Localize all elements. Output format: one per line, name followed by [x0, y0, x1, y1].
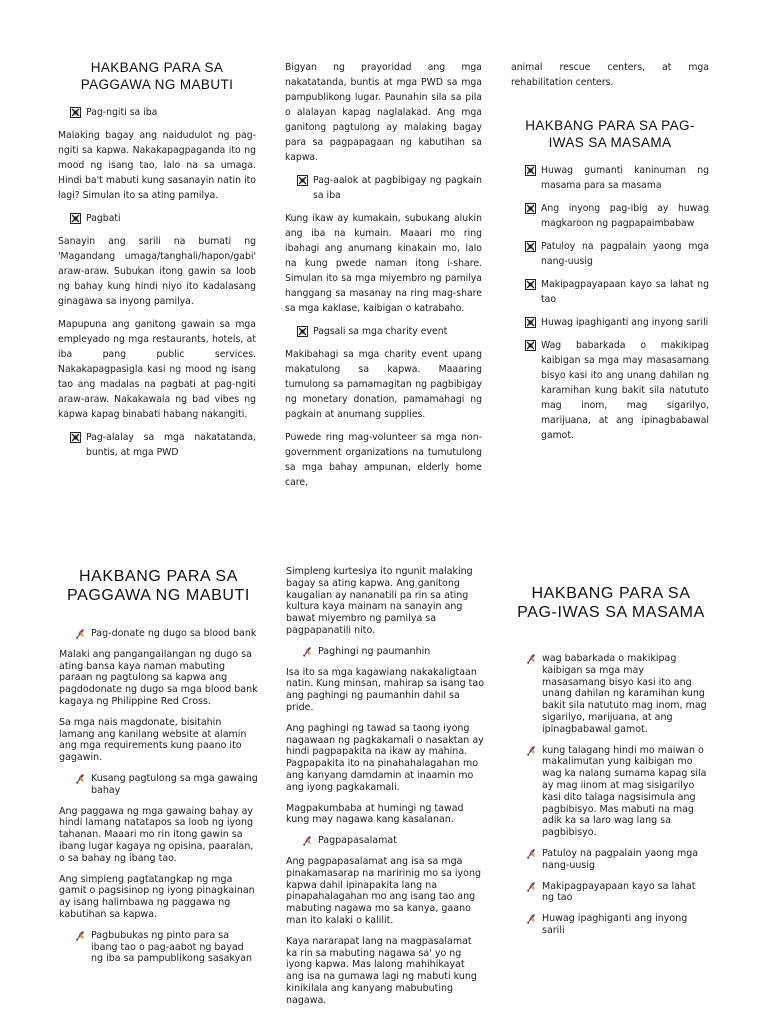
pen-nib-icon [75, 930, 86, 941]
list-item: Wag babarkada o makikipag kaibigan sa mga may masasamang bisyo kasi ito ang unang dahilan ng karamihan kung bakit sila natututo mag inom, mag sigarilyo, marijuana, at ang ipinagbabawal gamot. [525, 338, 709, 443]
bottom-left-column [59, 567, 258, 974]
paragraph: Makibahagi sa mga charity event upang makatulong sa kapwa. Maaaring tumulong sa pamamagitan ng pagbibigay ng monetary donation, pamamahagi ng pagkain at anumang supplies. [285, 349, 482, 420]
list-item: Pag-aalok at pagbibigay ng pagkain sa iba [297, 173, 482, 203]
heading-paggawa-ng-mabuti: HAKBANG PARA SA PAGGAWA NG MABUTI [67, 568, 250, 604]
pen-nib-icon [526, 848, 537, 859]
paragraph: Sa mga nais magdonate, bisitahin lamang ang kanilang website at alamin ang mga requirements kung paano ito gagawin. [59, 716, 247, 764]
heading-pag-iwas-sa-masama: HAKBANG PARA SA PAG-IWAS SA MASAMA [525, 118, 695, 150]
paragraph: Simpleng kurtesiya ito ngunit malaking bagay sa ating kapwa. Ang ganitong kaugalian ay nananatili pa rin sa ating kultura kaya mainam na sanayin ang bawat miyembro ng pamilya sa pagpapanatili nito. [286, 566, 473, 636]
paragraph: Sanayin ang sarili na bumati ng 'Magandang umaga/tanghali/hapon/gabi' araw-araw. Subukan itong gawin sa loob ng bahay kung hindi niyo ito kadalasang ginagawa sa inyong pamilya. [58, 236, 256, 307]
flag-square-icon [525, 165, 536, 176]
pen-nib-icon [302, 835, 313, 846]
list-item: Paghingi ng paumanhin [302, 646, 484, 658]
list-item: Pag-alalay sa mga nakatatanda, buntis, at mga PWD [70, 430, 256, 460]
flag-square-icon [525, 279, 536, 290]
flag-square-icon [70, 213, 81, 224]
list-item: Pagpapasalamat [302, 835, 484, 847]
list-item: kung talagang hindi mo maiwan o makalimutan yung kaibigan mo wag ka nalang sumama kapag sila ay mag iinom at mag sisigarilyo kasi dito talaga nagsisimula ang pagbibisyo. Mas mabuti na mag adik ka sa laro wag lang sa pagbibisyo. [526, 745, 710, 839]
paragraph: Malaki ang pangangailangan ng dugo sa ating bansa kaya naman mabuting paraan ng pagtulong sa kapwa ang pagdodonate ng dugo sa mga blood bank kagaya ng Philippine Red Cross. [59, 648, 258, 707]
list-item: Huwag ipaghiganti ang inyong sarili [525, 315, 709, 330]
flag-square-icon [525, 340, 536, 351]
bottom-right-column [512, 584, 710, 946]
flag-square-icon [297, 175, 308, 186]
list-item: Patuloy na pagpalain yaong mga nang-uusig [526, 848, 710, 872]
paragraph: animal rescue centers, at mga rehabilitation centers. [511, 62, 709, 88]
bottom-middle-column [286, 566, 484, 1016]
list-item: Huwag gumanti kaninuman ng masama para sa masama [525, 163, 709, 193]
flag-square-icon [297, 326, 308, 337]
list-item: Pagsali sa mga charity event [297, 324, 482, 339]
pen-nib-icon [302, 646, 313, 657]
paragraph: Ang paghingi ng tawad sa taong iyong nagawaan ng pagkakamali o nasaktan ay hindi pagpapakita na ikaw ay mahina. Pagpapakita ito na pinahahalagahan mo ang kanyang damdamin at inaamin mo ang iyong pagkakamali. [286, 722, 484, 793]
pen-nib-icon [526, 653, 537, 664]
list-item: Pag-ngiti sa iba [70, 105, 256, 120]
paragraph: Mapupuna ang ganitong gawain sa mga empleyado ng mga restaurants, hotels, at iba pang public services. Nakakapagpasigla kasi ng mood ng isang tao ang madalas na pagbati at pag-ngiti araw-araw. Nakakawala ng bad vibes ng kapwa kapag binabati habang nakangiti. [58, 319, 256, 420]
list-item: Huwag ipaghiganti ang inyong sarili [526, 913, 710, 937]
paragraph: Malaking bagay ang naidudulot ng pag-ngiti sa kapwa. Nakakapagpaganda ito ng mood ng isang tao, lalo na sa umaga. Hindi ba't mabuti kung sasanayin natin ito lagi? Simulan ito sa ating pamilya. [58, 130, 256, 201]
paragraph: Puwede ring mag-volunteer sa mga non-government organizations na tumutulong sa mga bahay ampunan, elderly home care, [285, 432, 482, 488]
paragraph: Ang pagpapasalamat ang isa sa mga pinakamasarap na maririnig mo sa iyong kapwa dahil ipinapakita lang na pinapahalagahan mo ang isang tao ang mabuting nagawa mo sa kanya, gaano man ito kalaki o kalilit. [286, 855, 482, 926]
top-middle-column [285, 60, 482, 498]
pen-nib-icon [75, 773, 86, 784]
list-item: Makipagpayapaan kayo sa lahat ng tao [525, 277, 709, 307]
top-right-column [511, 60, 709, 451]
flag-square-icon [525, 241, 536, 252]
paragraph: Bigyan ng prayoridad ang mga nakatatanda, buntis at mga PWD sa mga pampublikong lugar. Paunahin sila sa pila o alalayan kapag naglalakad. Ang mga ganitong pagtulong ay malaking bagay para sa pagpapagaan ng kabutihan sa kapwa. [285, 62, 482, 163]
flag-square-icon [525, 317, 536, 328]
paragraph: Ang paggawa ng mga gawaing bahay ay hindi lamang natatapos sa loob ng iyong tahanan. Maaari mo rin itong gawin sa ibang lugar kagaya ng opisina, paaralan, o sa bahay ng ibang tao. [59, 805, 254, 864]
paragraph: Isa ito sa mga kagawiang nakakaligtaan natin. Kung minsan, mahirap sa isang tao ang paghingi ng paumanhin dahil sa pride. [286, 666, 485, 713]
paragraph: Kaya nararapat lang na magpasalamat ka rin sa mabuting nagawa sa' yo ng iyong kapwa. Mas lalong mahihikayat ang isa na gumawa lagi ng mabuti kung kinikilala ang kanyang mabubuting nagawa. [286, 935, 477, 1006]
list-item: Pagbubukas ng pinto para sa ibang tao o pag-aabot ng bayad ng iba sa pampublikong sasakyan [75, 930, 258, 965]
pen-nib-icon [75, 628, 86, 639]
list-item: Pagbati [70, 211, 256, 226]
paragraph: Kung ikaw ay kumakain, subukang alukin ang iba na kumain. Maaari mo ring ibahagi ang anumang kinakain mo, lalo na kung pwede naman itong i-share. Simulan ito sa mga miyembro ng pamilya hanggang sa masanay na ring mag-share sa mga kaklase, kaibigan o katrabaho. [285, 213, 482, 314]
flag-square-icon [70, 107, 81, 118]
paragraph: Ang simpleng pagtatangkap ng mga gamit o pagsisinop ng iyong pinagkainan ay isang halimbawa ng paggawa ng kabutihan sa kapwa. [59, 873, 255, 920]
pen-nib-icon [526, 913, 537, 924]
flag-square-icon [70, 432, 81, 443]
top-left-column [58, 60, 256, 468]
heading-paggawa-ng-mabuti: HAKBANG PARA SA PAGGAWA NG MABUTI [80, 60, 234, 92]
pen-nib-icon [526, 881, 537, 892]
list-item: Pag-donate ng dugo sa blood bank [75, 628, 258, 640]
list-item: Ang inyong pag-ibig ay huwag magkaroon ng pagpapaimbabaw [525, 201, 709, 231]
list-item: Kusang pagtulong sa mga gawaing bahay [75, 773, 258, 797]
list-item: Patuloy na pagpalain yaong mga nang-uusig [525, 239, 709, 269]
flag-square-icon [525, 203, 536, 214]
paragraph: Magpakumbaba at humingi ng tawad kung may nagawa kang kasalanan. [286, 802, 464, 826]
pen-nib-icon [526, 745, 537, 756]
list-item: Makipagpayapaan kayo sa lahat ng tao [526, 881, 710, 905]
heading-pag-iwas-sa-masama: HAKBANG PARA SA PAG-IWAS SA MASAMA [517, 585, 705, 621]
list-item: wag babarkada o makikipag kaibigan sa mga may masasamang bisyo kasi ito ang unang dahilan ng karamihan kung bakit sila natututo mag inom, mag sigarilyo, marijuana, at ang ipinagbabawal gamot. [526, 653, 710, 736]
